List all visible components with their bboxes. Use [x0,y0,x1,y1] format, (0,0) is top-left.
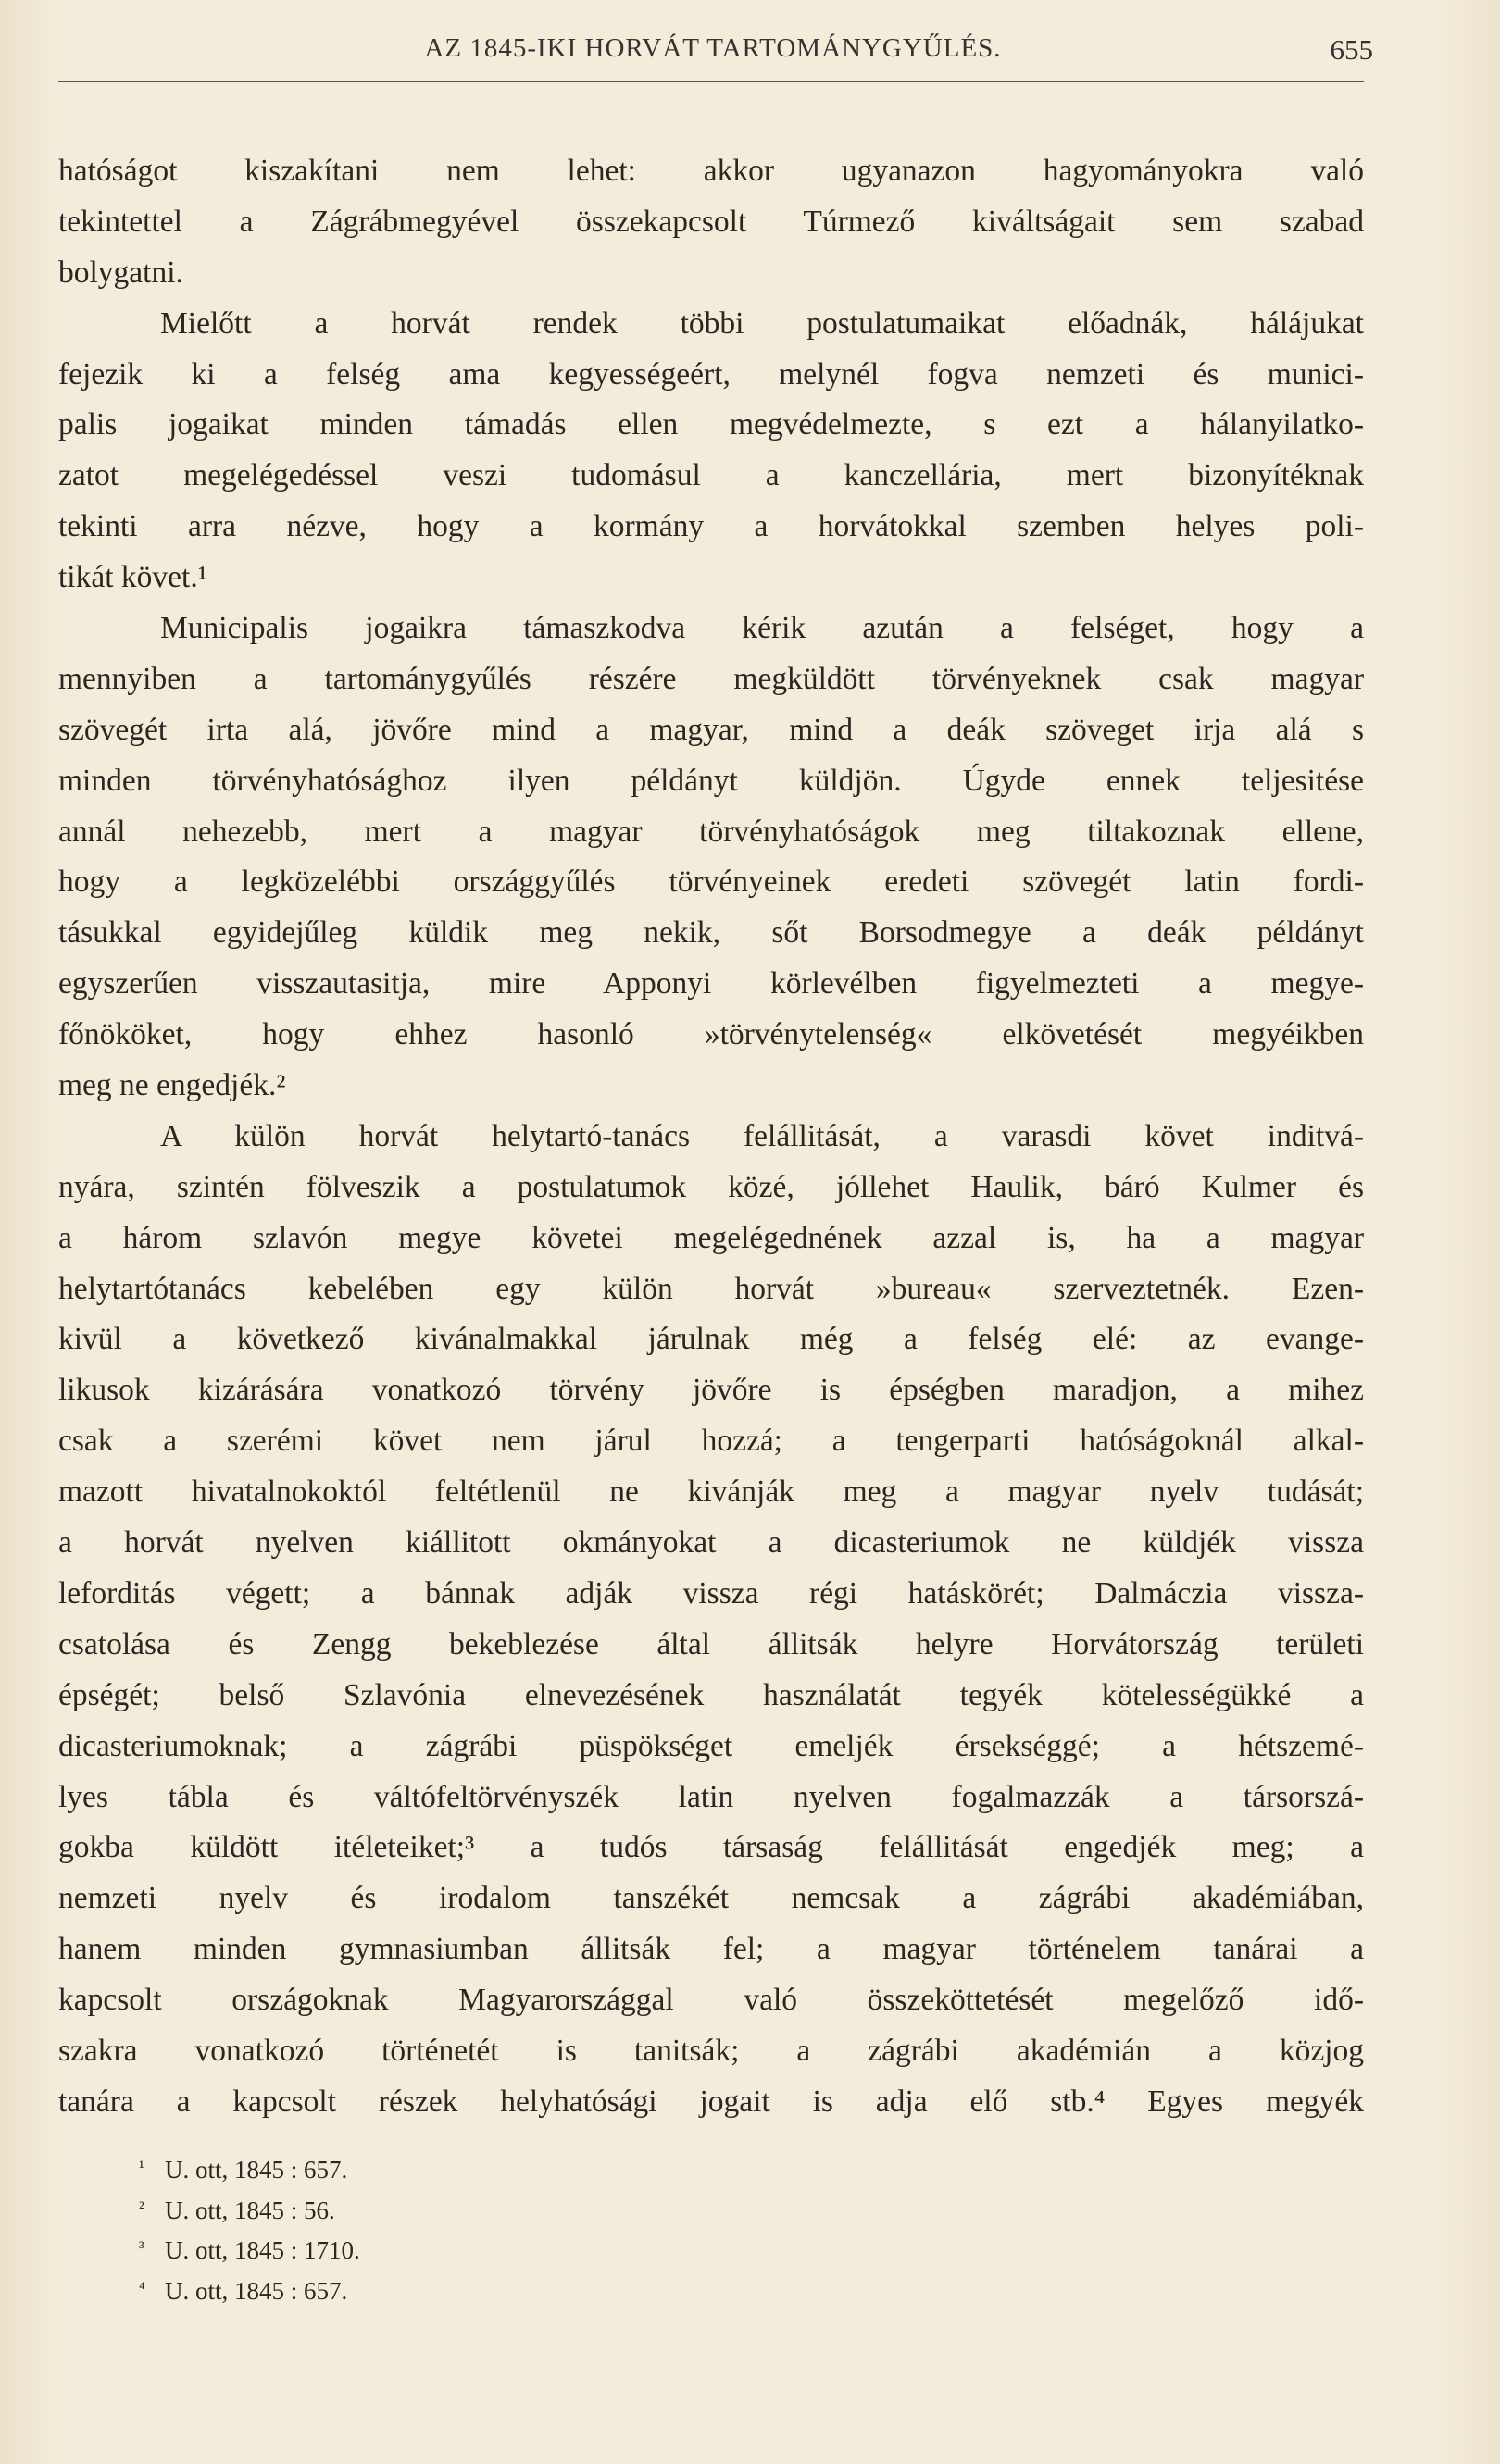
footnote [139,2269,694,2309]
text-line: csak a szerémi követ nem járul hozzá; a tengerparti hatóságoknál alkal- [58,1424,1364,1459]
text-line: minden törvényhatósághoz ilyen példányt küldjön. Úgyde ennek teljesitése [58,763,1364,798]
text-line: csatolása és Zengg bekeblezése által állitsák helyre Horvátország területi [58,1626,1364,1661]
page-number: 655 [1330,33,1373,66]
text-line: fejezik ki a felség ama kegyességeért, melynél fogva nemzeti és munici- [58,356,1364,392]
text-line: Municipalis jogaikra támaszkodva kérik azután a felséget, hogy a [160,611,1364,646]
text-line: leforditás végett; a bánnak adják vissza régi hatáskörét; Dalmáczia vissza- [58,1575,1364,1611]
text-line: lyes tábla és váltófeltörvényszék latin nyelven fogalmazzák a társorszá- [58,1779,1364,1814]
text-line: főnököket, hogy ehhez hasonló »törvénytelenség« elkövetését megyéikben [58,1017,1364,1052]
text-line: Mielőtt a horvát rendek többi postulatumaikat előadnák, hálájukat [160,305,1364,341]
text-line: likusok kizárására vonatkozó törvény jövőre is épségben maradjon, a mihez [58,1373,1364,1408]
text-line: tanára a kapcsolt részek helyhatósági jogait is adja elő stb.⁴ Egyes megyék [58,2084,1364,2119]
text-line: mazott hivatalnokoktól feltétlenül ne kivánják meg a magyar nyelv tudását; [58,1475,1364,1510]
footnote [139,2228,694,2269]
footnote-mark: ³ [139,2238,144,2258]
text-line: épségét; belső Szlavónia elnevezésének használatát tegyék kötelességükké a [58,1677,1364,1712]
text-line: hanem minden gymnasiumban állitsák fel; a magyar történelem tanárai a [58,1932,1364,1967]
body-text [58,146,1364,2128]
text-line: annál nehezebb, mert a magyar törvényhatóságok meg tiltakoznak ellene, [58,814,1364,849]
text-line: nemzeti nyelv és irodalom tanszékét nemcsak a zágrábi akadémiában, [58,1881,1364,1916]
footnote-mark: ² [139,2197,144,2218]
text-line: dicasteriumoknak; a zágrábi püspökséget emeljék érsekséggé; a hétszemé- [58,1728,1364,1763]
text-line: szövegét irta alá, jövőre mind a magyar, mind a deák szöveget irja alá s [58,712,1364,747]
footnote-text: U. ott, 1845 : 56. [165,2196,335,2224]
text-line: a horvát nyelven kiállitott okmányokat a dicasteriumok ne küldjék vissza [58,1525,1364,1561]
text-line: palis jogaikat minden támadás ellen megvédelmezte, s ezt a hálanyilatko- [58,407,1364,442]
text-line: helytartótanács kebelében egy külön horvát »bureau« szerveztetnék. Ezen- [58,1271,1364,1306]
footnote-text: U. ott, 1845 : 657. [165,2156,348,2184]
text-line: zatot megelégedéssel veszi tudomásul a kanczellária, mert bizonyítéknak [58,458,1364,493]
text-line: tikát követ.¹ [58,560,207,595]
text-line: kapcsolt országoknak Magyarországgal való összeköttetését megelőző idő- [58,1983,1364,2018]
text-line: A külön horvát helytartó-tanács felállitását, a varasdi követ inditvá- [160,1118,1364,1153]
footnote-mark: ¹ [139,2158,144,2177]
text-line: tásukkal egyidejűleg küldik meg nekik, sőt Borsodmegye a deák példányt [58,915,1364,951]
header-rule [58,81,1364,82]
text-line: kivül a következő kivánalmakkal járulnak még a felség elé: az evange- [58,1322,1364,1357]
running-title: AZ 1845-IKI HORVÁT TARTOMÁNYGYŰLÉS. [424,33,1002,63]
footnote [139,2188,694,2229]
footnotes [139,2147,694,2308]
text-line: tekinti arra nézve, hogy a kormány a horvátokkal szemben helyes poli- [58,509,1364,544]
text-line: a három szlavón megye követei megelégednének azzal is, ha a magyar [58,1220,1364,1255]
text-line: hogy a legközelébbi országgyűlés törvényeinek eredeti szövegét latin fordi- [58,865,1364,900]
text-line: meg ne engedjék.² [58,1068,286,1103]
text-line: hatóságot kiszakítani nem lehet: akkor ugyanazon hagyományokra való [58,154,1364,188]
footnote [139,2147,694,2188]
text-line: bolygatni. [58,255,183,290]
footnote-mark: ⁴ [139,2278,145,2298]
text-line: szakra vonatkozó történetét is tanitsák; a zágrábi akadémián a közjog [58,2033,1364,2068]
footnote-text: U. ott, 1845 : 1710. [165,2236,360,2264]
text-line: mennyiben a tartománygyűlés részére megküldött törvényeknek csak magyar [58,661,1364,696]
footnote-text: U. ott, 1845 : 657. [165,2276,348,2305]
text-line: nyára, szintén fölveszik a postulatumok közé, jóllehet Haulik, báró Kulmer és [58,1169,1364,1204]
text-line: tekintettel a Zágrábmegyével összekapcsolt Túrmező kiváltságait sem szabad [58,204,1364,239]
text-line: egyszerűen visszautasitja, mire Apponyi körlevélben figyelmezteti a megye- [58,966,1364,1002]
text-line: gokba küldött itéleteiket;³ a tudós társaság felállitását engedjék meg; a [58,1830,1364,1865]
